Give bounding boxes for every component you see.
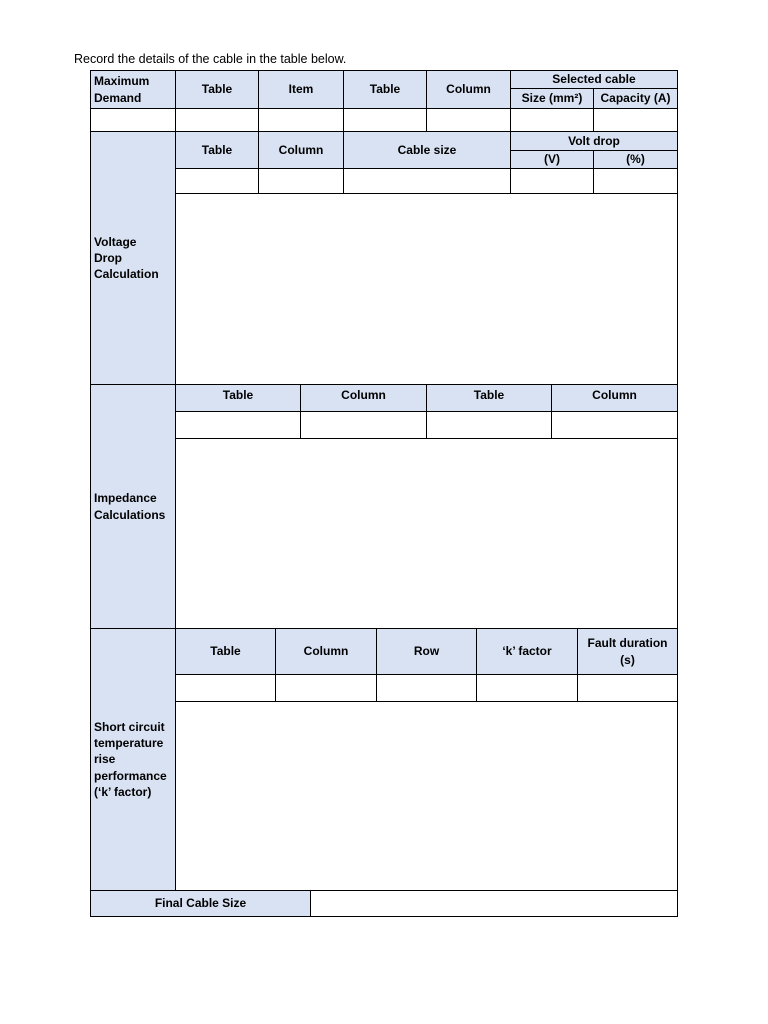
max-demand-label-line1: Maximum xyxy=(94,74,150,89)
final-cable-size-label: Final Cable Size xyxy=(90,890,311,917)
vd-header-cable-size: Cable size xyxy=(343,131,511,169)
md-header-column: Column xyxy=(426,70,511,109)
vd-header-column: Column xyxy=(258,131,344,169)
md-header-table-1: Table xyxy=(175,70,259,109)
sc-header-k-factor: ‘k’ factor xyxy=(476,628,578,675)
max-demand-label-line2: Demand xyxy=(94,90,142,105)
sc-row-cell[interactable] xyxy=(376,674,477,702)
sc-fault-duration-cell[interactable] xyxy=(577,674,678,702)
imp-header-table-2: Table xyxy=(426,384,552,412)
sc-k-factor-cell[interactable] xyxy=(476,674,578,702)
vd-table-cell[interactable] xyxy=(175,168,259,194)
volt-drop-v-header: (V) xyxy=(510,150,594,169)
impedance-label-line1: Impedance xyxy=(94,491,157,506)
imp-header-table-1: Table xyxy=(175,384,301,412)
impedance-label-line2: Calculations xyxy=(94,507,166,522)
imp-calculation-area[interactable] xyxy=(175,438,678,629)
vd-v-cell[interactable] xyxy=(510,168,594,194)
capacity-header: Capacity (A) xyxy=(593,88,678,109)
short-circuit-label-line2: temperature xyxy=(94,736,164,751)
sc-column-cell[interactable] xyxy=(275,674,377,702)
fault-duration-line1: Fault duration xyxy=(587,636,668,651)
volt-drop-percent-header: (%) xyxy=(593,150,678,169)
vd-cable-size-cell[interactable] xyxy=(343,168,511,194)
imp-column-2-cell[interactable] xyxy=(551,411,678,439)
final-cable-size-field[interactable] xyxy=(310,890,678,917)
imp-table-2-cell[interactable] xyxy=(426,411,552,439)
short-circuit-label-line5: (‘k’ factor) xyxy=(94,784,152,799)
voltage-drop-label xyxy=(90,131,176,385)
selected-cable-header: Selected cable xyxy=(510,70,678,89)
short-circuit-label xyxy=(90,628,176,891)
md-capacity-cell[interactable] xyxy=(593,108,678,132)
md-header-item: Item xyxy=(258,70,344,109)
voltage-drop-label-line3: Calculation xyxy=(94,267,159,282)
md-size-cell[interactable] xyxy=(510,108,594,132)
md-blank-cell-1[interactable] xyxy=(90,108,176,132)
md-table-1-cell[interactable] xyxy=(175,108,259,132)
sc-header-fault-duration xyxy=(577,628,678,675)
sc-table-cell[interactable] xyxy=(175,674,276,702)
md-header-table-2: Table xyxy=(343,70,427,109)
sc-header-table: Table xyxy=(175,628,276,675)
imp-table-1-cell[interactable] xyxy=(175,411,301,439)
md-table-2-cell[interactable] xyxy=(343,108,427,132)
vd-calculation-area[interactable] xyxy=(175,193,678,385)
sc-header-row: Row xyxy=(376,628,477,675)
md-column-cell[interactable] xyxy=(426,108,511,132)
impedance-label xyxy=(90,384,176,629)
imp-column-1-cell[interactable] xyxy=(300,411,427,439)
instruction-text: Record the details of the cable in the table below. xyxy=(74,52,347,66)
imp-header-column-1: Column xyxy=(300,384,427,412)
imp-header-column-2: Column xyxy=(551,384,678,412)
sc-header-column: Column xyxy=(275,628,377,675)
vd-percent-cell[interactable] xyxy=(593,168,678,194)
size-mm2-header: Size (mm²) xyxy=(510,88,594,109)
max-demand-label xyxy=(90,70,176,109)
voltage-drop-label-line1: Voltage xyxy=(94,234,137,249)
sc-calculation-area[interactable] xyxy=(175,701,678,891)
volt-drop-header: Volt drop xyxy=(510,131,678,151)
voltage-drop-label-line2: Drop xyxy=(94,250,122,265)
short-circuit-label-line1: Short circuit xyxy=(94,720,165,735)
vd-column-cell[interactable] xyxy=(258,168,344,194)
fault-duration-line2: (s) xyxy=(620,652,635,667)
short-circuit-label-line3: rise xyxy=(94,752,116,767)
md-item-cell[interactable] xyxy=(258,108,344,132)
short-circuit-label-line4: performance xyxy=(94,768,167,783)
vd-header-table: Table xyxy=(175,131,259,169)
